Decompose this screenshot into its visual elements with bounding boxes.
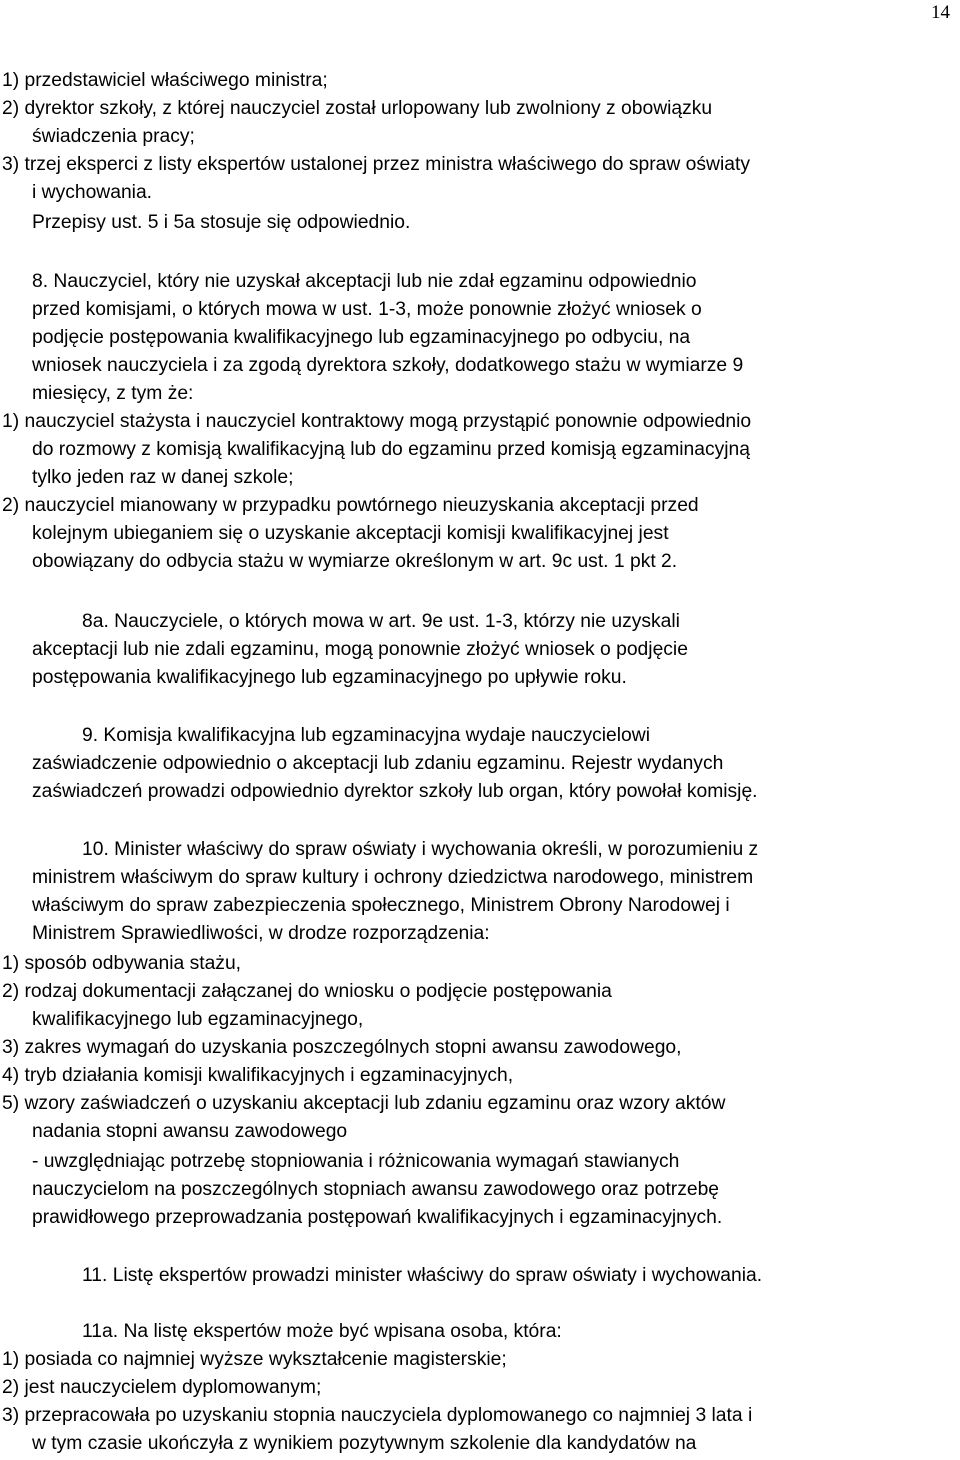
text-line: 2) rodzaj dokumentacji załączanej do wniosku o podjęcie postępowania [2,981,612,1002]
text-line: - uwzględniając potrzebę stopniowania i różnicowania wymagań stawianych [32,1151,680,1172]
text-line: 2) dyrektor szkoły, z której nauczyciel został urlopowany lub zwolniony z obowiązku [2,98,713,119]
text-line: 9. Komisja kwalifikacyjna lub egzaminacyjna wydaje nauczycielowi [82,725,650,746]
text-line: 1) posiada co najmniej wyższe wykształcenie magisterskie; [2,1349,507,1370]
text-line: 10. Minister właściwy do spraw oświaty i wychowania określi, w porozumieniu z [82,839,759,860]
text-line: 5) wzory zaświadczeń o uzyskaniu akceptacji lub zdaniu egzaminu oraz wzory aktów [2,1093,726,1114]
text-line: zaświadczeń prowadzi odpowiednio dyrektor szkoły lub organ, który powołał komisję. [32,781,758,802]
text-line: wniosek nauczyciela i za zgodą dyrektora szkoły, dodatkowego stażu w wymiarze 9 [32,355,744,376]
page-number: 14 [931,2,950,23]
text-line: podjęcie postępowania kwalifikacyjnego lub egzaminacyjnego po odbyciu, na [32,327,691,348]
text-line: ministrem właściwym do spraw kultury i ochrony dziedzictwa narodowego, ministrem [32,867,754,888]
text-line: 8a. Nauczyciele, o których mowa w art. 9e ust. 1-3, którzy nie uzyskali [82,611,680,632]
text-line: obowiązany do odbycia stażu w wymiarze określonym w art. 9c ust. 1 pkt 2. [32,551,678,572]
text-line: kolejnym ubieganiem się o uzyskanie akceptacji komisji kwalifikacyjnej jest [32,523,669,544]
text-line: 2) nauczyciel mianowany w przypadku powtórnego nieuzyskania akceptacji przed [2,495,699,516]
text-line: postępowania kwalifikacyjnego lub egzaminacyjnego po upływie roku. [32,667,627,688]
text-line: prawidłowego przeprowadzania postępowań kwalifikacyjnych i egzaminacyjnych. [32,1207,723,1228]
text-line: 3) przepracowała po uzyskaniu stopnia nauczyciela dyplomowanego co najmniej 3 lata i [2,1405,753,1426]
text-line: 1) przedstawiciel właściwego ministra; [2,70,328,91]
text-line: 11a. Na listę ekspertów może być wpisana osoba, która: [82,1321,562,1342]
text-line: akceptacji lub nie zdali egzaminu, mogą ponownie złożyć wniosek o podjęcie [32,639,688,660]
text-line: w tym czasie ukończyła z wynikiem pozytywnym szkolenie dla kandydatów na [32,1433,697,1454]
text-line: 2) jest nauczycielem dyplomowanym; [2,1377,322,1398]
text-line: kwalifikacyjnego lub egzaminacyjnego, [32,1009,364,1030]
text-line: przed komisjami, o których mowa w ust. 1-3, może ponownie złożyć wniosek o [32,299,702,320]
text-line: 4) tryb działania komisji kwalifikacyjnych i egzaminacyjnych, [2,1065,514,1086]
text-line: 8. Nauczyciel, który nie uzyskał akceptacji lub nie zdał egzaminu odpowiednio [32,271,697,292]
text-line: Przepisy ust. 5 i 5a stosuje się odpowiednio. [32,212,411,233]
text-line: tylko jeden raz w danej szkole; [32,467,294,488]
text-line: świadczenia pracy; [32,126,195,147]
text-line: Ministrem Sprawiedliwości, w drodze rozporządzenia: [32,923,490,944]
text-line: właściwym do spraw zabezpieczenia społecznego, Ministrem Obrony Narodowej i [32,895,730,916]
text-line: zaświadczenie odpowiednio o akceptacji lub zdaniu egzaminu. Rejestr wydanych [32,753,724,774]
text-line: 1) sposób odbywania stażu, [2,953,242,974]
text-line: 11. Listę ekspertów prowadzi minister właściwy do spraw oświaty i wychowania. [82,1265,763,1286]
text-line: 3) zakres wymagań do uzyskania poszczególnych stopni awansu zawodowego, [2,1037,682,1058]
text-line: miesięcy, z tym że: [32,383,194,404]
text-line: nauczycielom na poszczególnych stopniach awansu zawodowego oraz potrzebę [32,1179,720,1200]
text-line: nadania stopni awansu zawodowego [32,1121,348,1142]
text-line: do rozmowy z komisją kwalifikacyjną lub do egzaminu przed komisją egzaminacyjną [32,439,751,460]
text-line: i wychowania. [32,182,153,203]
text-line: 3) trzej eksperci z listy ekspertów ustalonej przez ministra właściwego do spraw oświaty [2,154,750,175]
text-line: 1) nauczyciel stażysta i nauczyciel kontraktowy mogą przystąpić ponownie odpowiednio [2,411,752,432]
